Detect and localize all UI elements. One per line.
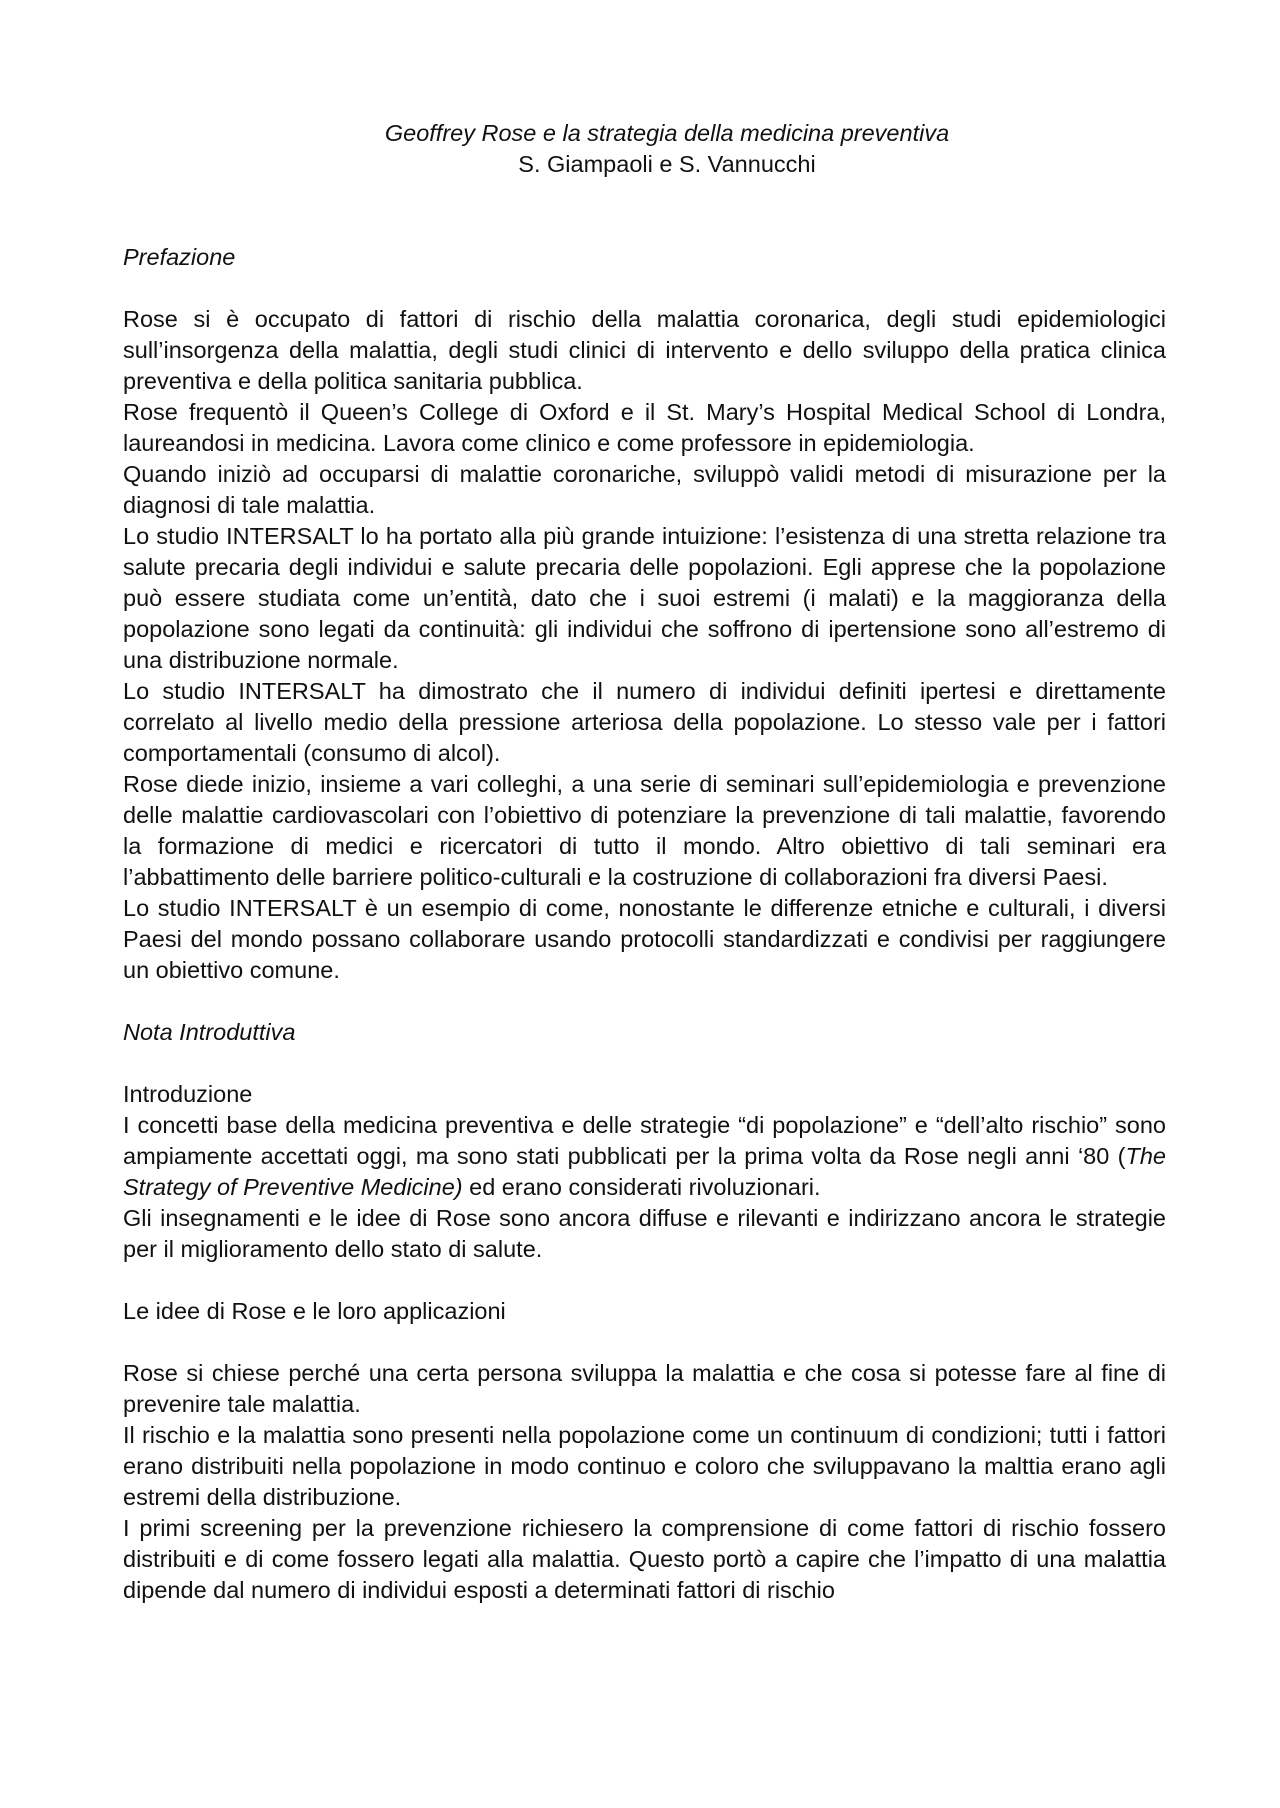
paragraph: Rose frequentò il Queen’s College di Oxford e il St. Mary’s Hospital Medical School di Londra, laureandosi in medicina. Lavora come clinico e come professore in epidemiologia.	[123, 399, 1166, 456]
book-title: The Strategy of Preventive Medicine)	[123, 1143, 1166, 1200]
paragraph: Il rischio e la malattia sono presenti nella popolazione come un continuum di condizioni; tutti i fattori erano distribuiti nella popolazione in modo continuo e coloro che sviluppavano la malttia erano agli estremi della distribuzione.	[123, 1422, 1166, 1510]
paragraph: Lo studio INTERSALT ha dimostrato che il numero di individui definiti ipertesi e direttamente correlato al livello medio della pressione arteriosa della popolazione. Lo stesso vale per i fattori comportamentali (consumo di alcol).	[123, 678, 1166, 766]
paragraph: Rose diede inizio, insieme a vari colleghi, a una serie di seminari sull’epidemiologia e prevenzione delle malattie cardiovascolari con l’obiettivo di potenziare la prevenzione di tali malattie, favorendo la formazione di medici e ricercatori di tutto il mondo. Altro obiettivo di tali seminari era l’abbattimento delle barriere politico-culturali e la costruzione di collaborazioni fra diversi Paesi.	[123, 771, 1166, 890]
document-page	[123, 118, 1166, 1606]
title-block	[123, 118, 1166, 180]
paragraph: Rose si chiese perché una certa persona sviluppa la malattia e che cosa si potesse fare al fine di prevenire tale malattia.	[123, 1360, 1166, 1417]
section-heading-prefazione: Prefazione	[123, 244, 236, 270]
paragraph: Lo studio INTERSALT lo ha portato alla più grande intuizione: l’esistenza di una stretta relazione tra salute precaria degli individui e salute precaria delle popolazioni. Egli apprese che la popolazione può essere studiata come un’entità, dato che i suoi estremi (i malati) e la maggioranza della popolazione sono legati da continuità: gli individui che soffrono di ipertensione sono all’estremo di una distribuzione normale.	[123, 523, 1166, 673]
document-authors: S. Giampaoli e S. Vannucchi	[518, 151, 816, 177]
intro-text-end: ed erano considerati rivoluzionari.	[462, 1174, 821, 1200]
document-title: Geoffrey Rose e la strategia della medicina preventiva	[384, 120, 950, 146]
paragraph: Lo studio INTERSALT è un esempio di come, nonostante le differenze etniche e culturali, i diversi Paesi del mondo possano collaborare usando protocolli standardizzati e condivisi per raggiungere un obiettivo comune.	[123, 895, 1166, 983]
section-heading-nota: Nota Introduttiva	[123, 1019, 296, 1045]
subheading-introduzione: Introduzione	[123, 1081, 253, 1107]
intro-text-start: I concetti base della medicina preventiva e delle strategie “di popolazione” e “dell’alto rischio” sono ampiamente accettati oggi, ma sono stati pubblicati per la prima volta da Rose negli anni ‘80 (	[123, 1112, 1166, 1169]
subheading-idee: Le idee di Rose e le loro applicazioni	[123, 1298, 506, 1324]
paragraph: I primi screening per la prevenzione richiesero la comprensione di come fattori di rischio fossero distribuiti e di come fossero legati alla malattia. Questo portò a capire che l’impatto di una malattia dipende dal numero di individui esposti a determinati fattori di rischio	[123, 1515, 1166, 1603]
paragraph-intro	[123, 1110, 1166, 1203]
paragraph: Gli insegnamenti e le idee di Rose sono ancora diffuse e rilevanti e indirizzano ancora le strategie per il miglioramento dello stato di salute.	[123, 1205, 1166, 1262]
paragraph: Rose si è occupato di fattori di rischio della malattia coronarica, degli studi epidemiologici sull’insorgenza della malattia, degli studi clinici di intervento e dello sviluppo della pratica clinica preventiva e della politica sanitaria pubblica.	[123, 306, 1166, 394]
paragraph: Quando iniziò ad occuparsi di malattie coronariche, sviluppò validi metodi di misurazione per la diagnosi di tale malattia.	[123, 461, 1166, 518]
